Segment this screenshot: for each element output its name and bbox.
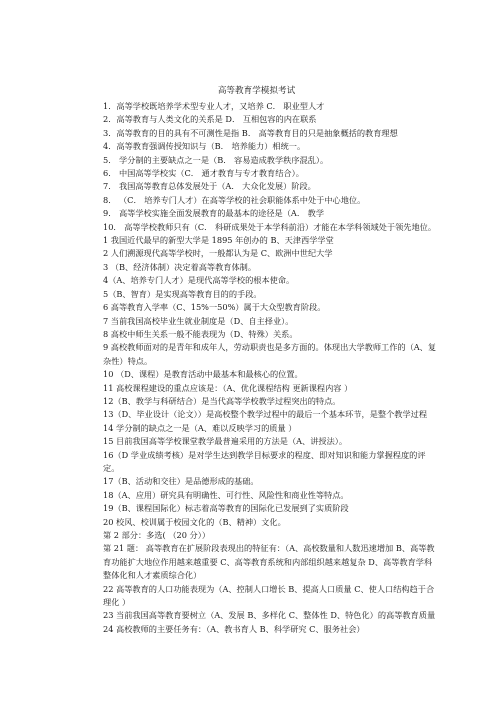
question-line: 7． 我国高等教育总体发展处于（A． 大众化发展）阶段。 xyxy=(103,181,316,192)
question-line: 3 （B、经济体制）决定着高等教育体制。 xyxy=(103,261,257,272)
document-title: 高等教育学模拟考试 xyxy=(217,86,296,96)
question-line: 2．高等教育与人类文化的关系是 D． 互相包容的内在联系 xyxy=(103,114,317,125)
question-line: 10 （D、课程）是教育活动中最基本和最核心的位置。 xyxy=(103,369,303,380)
question-line: 1．高等学校既培养学术型专业人才，又培养 C． 职业型人才 xyxy=(103,101,325,111)
question-line: 5． 学分制的主要缺点之一是（B． 容易造成教学秩序混乱）。 xyxy=(103,154,329,165)
question-line: 1 我国近代最早的新型大学是 1895 年创办的 B、天津西学学堂 xyxy=(103,235,334,246)
question-line: 17（B、活动和交往）是品德形成的基础。 xyxy=(103,476,259,487)
question-line: 8 高校中师生关系一般不能表现为（D、特殊）关系。 xyxy=(103,328,298,339)
question-line: 15 目前我国高等学校课堂教学最普遍采用的方法是（A、讲授法）。 xyxy=(103,436,348,447)
question-line: 7 当前我国高校毕业生就业制度是（D、自主择业）。 xyxy=(103,315,294,326)
question-line: 11 高校课程建设的重点应该是：（A、优化课程结构 更新课程内容 ） xyxy=(103,382,353,393)
question-line: 第 21 题： 高等教育在扩展阶段表现出的特征有：（A、高校数量和人数迅速增加 B、高等教育功能扩大地位作用越来越重要 C、高等教育系统和内部组织越来越复杂 D、高等教育学科整体化和人才素质综合化） xyxy=(103,543,435,581)
question-line: 23 当前我国高等教育要树立（A、发展 B、多样化 C、整体性 D、特色化）的高等教育质量 xyxy=(103,610,436,621)
question-line: 24 高校教师的主要任务有：（A、教书育人 B、科学研究 C、服务社会） xyxy=(103,623,365,634)
question-line: 20 校风、校训属于校园文化的（B、精神）文化。 xyxy=(103,516,286,527)
question-line: 14 学分制的缺点之一是（A、难以反映学习的质量 ） xyxy=(103,422,297,433)
question-line: 10． 高等学校教师只有（C． 科研成果处于本学科前沿）才能在本学科领域处于领先地位。 xyxy=(103,221,437,232)
question-line: 4．高等教育强调传授知识与（B． 培养能力）相统一。 xyxy=(103,141,306,152)
question-line: 19（B、课程国际化）标志着高等教育的国际化已发展到了实质阶段 xyxy=(103,503,349,514)
question-line: 13（D、毕业设计（论文））是高校整个教学过程中的最后一个基本环节，是整个教学过程 xyxy=(103,409,428,420)
question-line: 9 高校教师面对的是青年和成年人，劳动职责也是多方面的。体现出大学教师工作的（A、复杂性）特点。 xyxy=(103,342,437,366)
question-line: 3．高等教育的目的具有不可测性是指 B． 高等教育目的只是抽象概括的教育理想 xyxy=(103,127,398,138)
question-line: 22 高等教育的人口功能表现为（A、控制人口增长 B、提高人口质量 C、使人口结构趋于合理化 ） xyxy=(103,583,435,608)
question-line: 8． （C． 培养专门人才）在高等学校的社会职能体系中处于中心地位。 xyxy=(103,194,366,205)
question-line: 4（A、培养专门人才）是现代高等学校的根本使命。 xyxy=(103,275,295,286)
question-line: 12（B、教学与科研结合）是当代高等学校教学过程突出的特点。 xyxy=(103,395,341,406)
question-line: 5（B、智育）是实现高等教育目的的手段。 xyxy=(103,288,262,299)
question-line: 9． 高等学校实施全面发展教育的最基本的途径是（A． 教学 xyxy=(103,208,325,219)
question-line: 16（D 学业成绩考核）是对学生达到教学目标要求的程度、即对知识和能力掌握程度的评定。 xyxy=(103,449,426,473)
question-line: 6． 中国高等学校实（C． 通才教育与专才教育结合）。 xyxy=(103,168,304,179)
section-heading: 第 2 部分：多选( （20 分）） xyxy=(103,530,211,540)
question-line: 18（A、应用）研究具有明确性、可行性、风险性和商业性等特点。 xyxy=(103,489,349,500)
question-line: 2 人们溯源现代高等学校时，一般都认为是 C、欧洲中世纪大学 xyxy=(103,248,333,259)
question-line: 6 高等教育入学率（C、15%一50%）属于大众型教育阶段。 xyxy=(103,302,326,313)
